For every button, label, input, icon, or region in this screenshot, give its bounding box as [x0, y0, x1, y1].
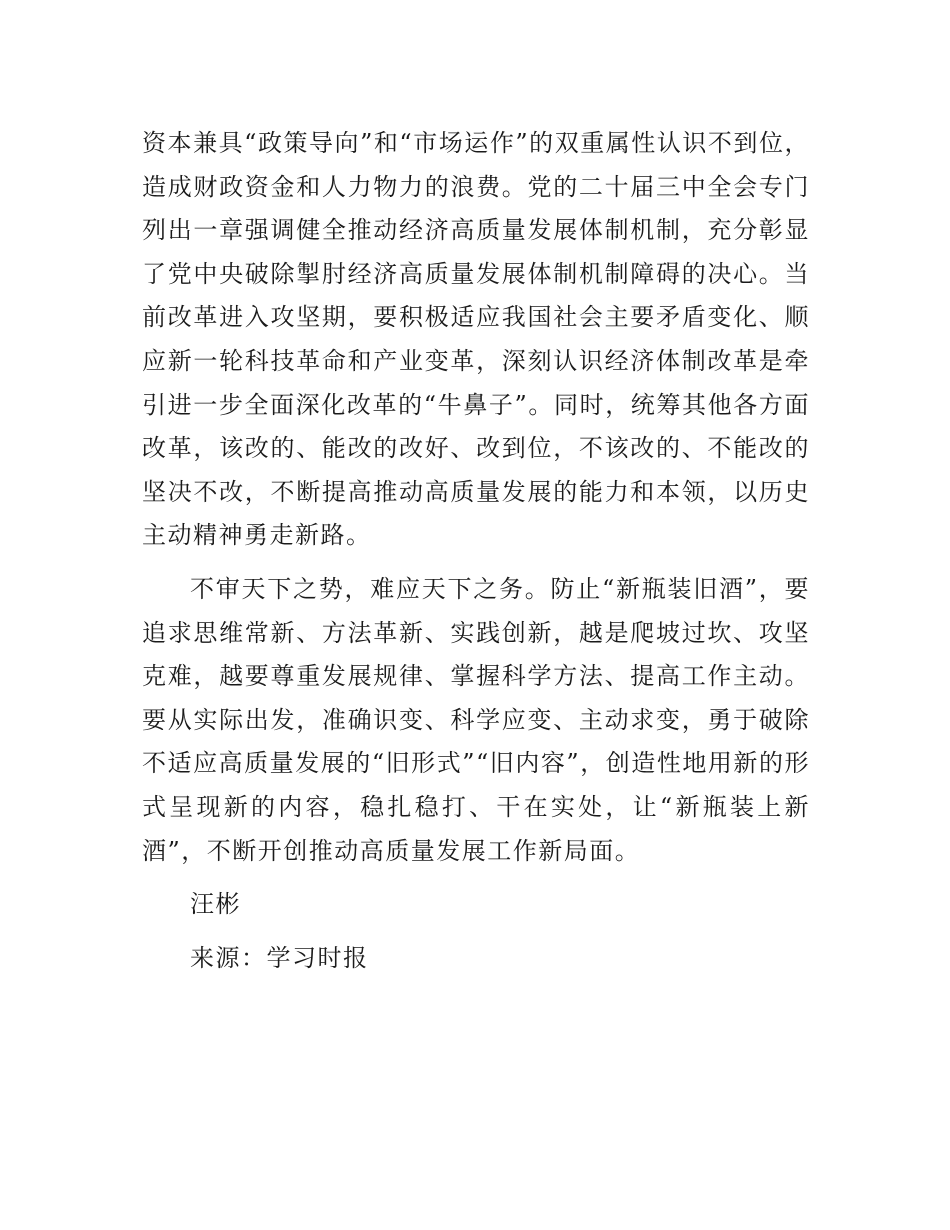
article-body	[142, 122, 810, 980]
source-line: 来源：学习时报	[190, 943, 369, 972]
article-paragraph: 资本兼具“政策导向”和“市场运作”的双重属性认识不到位，造成财政资金和人力物力的浪费。党的二十届三中全会专门列出一章强调健全推动经济高质量发展体制机制，充分彰显了党中央破除掣肘经济高质量发展体制机制障碍的决心。当前改革进入攻坚期，要积极适应我国社会主要矛盾变化、顺应新一轮科技革命和产业变革，深刻认识经济体制改革是牵引进一步全面深化改革的“牛鼻子”。同时，统筹其他各方面改革，该改的、能改的改好、改到位，不该改的、不能改的坚决不改，不断提高推动高质量发展的能力和本领，以历史主动精神勇走新路。	[142, 129, 810, 550]
article-paragraph: 不审天下之势，难应天下之务。防止“新瓶装旧酒”，要追求思维常新、方法革新、实践创新，越是爬坡过坎、攻坚克难，越要尊重发展规律、掌握科学方法、提高工作主动。要从实际出发，准确识变、科学应变、主动求变，勇于破除不适应高质量发展的“旧形式”“旧内容”，创造性地用新的形式呈现新的内容，稳扎稳打、干在实处，让“新瓶装上新酒”，不断开创推动高质量发展工作新局面。	[142, 574, 810, 865]
author-name: 汪彬	[190, 890, 241, 919]
